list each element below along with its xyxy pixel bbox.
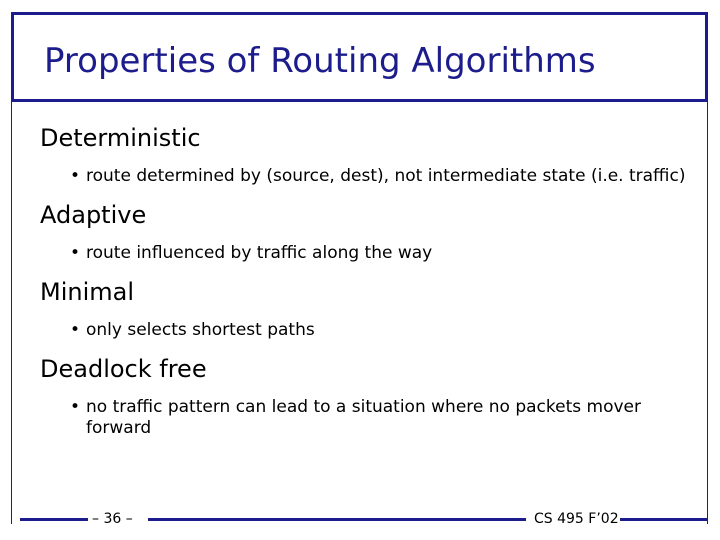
item-heading: Minimal <box>40 278 135 306</box>
item-detail <box>70 166 690 187</box>
item-detail-text: route influenced by traffic along the way <box>86 243 433 263</box>
footer-rule-left <box>20 518 88 521</box>
item-detail <box>70 320 690 341</box>
item-detail <box>70 397 690 439</box>
footer-rule-middle <box>148 518 526 521</box>
slide-content <box>40 124 690 453</box>
item-heading: Adaptive <box>40 201 147 229</box>
bullet-icon: • <box>70 320 81 340</box>
bullet-icon: • <box>70 397 81 417</box>
item-heading: Deadlock free <box>40 355 207 383</box>
slide-title: Properties of Routing Algorithms <box>44 41 596 81</box>
list-item-minimal <box>40 278 690 341</box>
bullet-icon: • <box>70 166 81 186</box>
list-item-deterministic <box>40 124 690 187</box>
item-detail-text: route determined by (source, dest), not intermediate state (i.e. traffic) <box>86 166 686 186</box>
bullet-icon: • <box>70 243 81 263</box>
item-detail-text: only selects shortest paths <box>86 320 315 340</box>
list-item-deadlock-free <box>40 355 690 439</box>
list-item-adaptive <box>40 201 690 264</box>
item-detail <box>70 243 690 264</box>
course-label: CS 495 F’02 <box>534 511 619 527</box>
footer-rule-right <box>620 518 708 521</box>
item-detail-text: no traffic pattern can lead to a situation where no packets mover forward <box>86 397 641 438</box>
page-number: – 36 – <box>92 511 133 527</box>
item-heading: Deterministic <box>40 124 201 152</box>
